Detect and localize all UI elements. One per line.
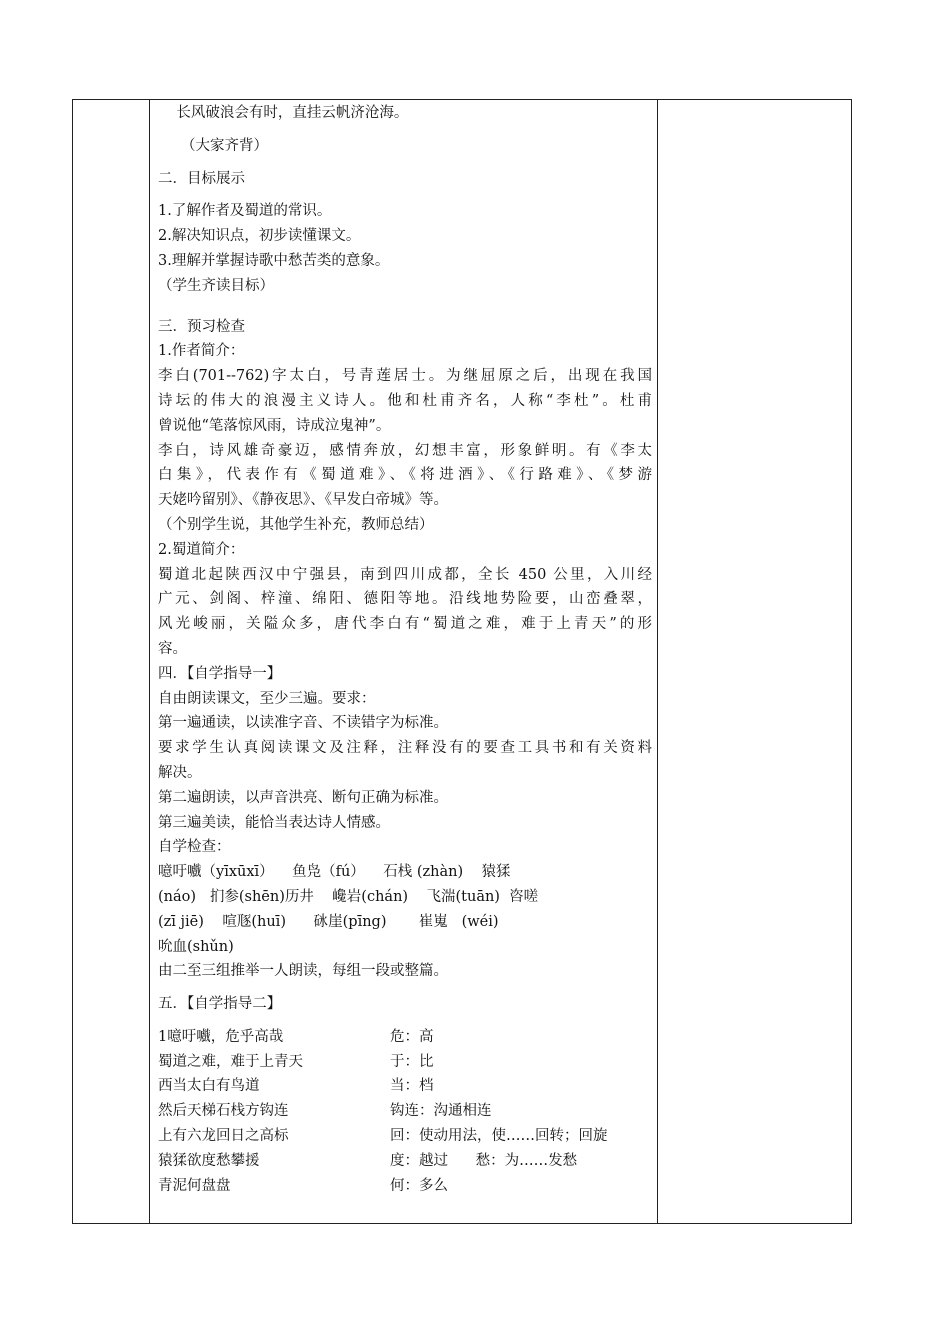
vocab-note: 当：档	[390, 1078, 434, 1095]
vocab-line: 西当太白有鸟道	[158, 1078, 260, 1095]
author-intro-line: 李白(701--762)字太白，号青莲居士。为继屈原之后，出现在我国	[158, 368, 652, 385]
vocab-line: 蜀道之难，难于上青天	[158, 1053, 303, 1070]
poem-line: 长风破浪会有时，直挂云帆济沧海。	[158, 105, 409, 121]
author-intro-line: 天姥吟留别》、《静夜思》、《早发白帝城》等。	[158, 492, 448, 509]
guide-line: 第三遍美读，能恰当表达诗人情感。	[158, 814, 390, 831]
author-intro-line: 诗坛的伟大的浪漫主义诗人。他和杜甫齐名，人称“李杜”。杜甫	[158, 392, 652, 409]
vocab-note: 危：高	[390, 1028, 434, 1045]
vocab-note: 回：使动用法，使……回转；回旋	[390, 1128, 608, 1145]
vocab-row	[158, 1074, 652, 1099]
pinyin-line: 噫吁嚱（yīxūxī） 鱼凫（fú） 石栈 (zhàn) 猿猱	[158, 864, 511, 881]
shudao-intro-title: 2.蜀道简介：	[158, 541, 245, 558]
guide-closing: 由二至三组推举一人朗读，每组一段或整篇。	[158, 963, 448, 980]
goal-item: 3.理解并掌握诗歌中愁苦类的意象。	[158, 252, 390, 269]
author-intro-line: 曾说他“笔落惊风雨，诗成泣鬼神”。	[158, 417, 391, 434]
goal-note: （学生齐读目标）	[158, 277, 274, 294]
vocab-note: 度：越过 愁：为……发愁	[390, 1152, 578, 1169]
goal-item: 2.解决知识点，初步读懂课文。	[158, 228, 361, 245]
shudao-intro-line: 风光峻丽，关隘众多，唐代李白有“蜀道之难，难于上青天”的形	[158, 616, 652, 633]
guide-line: 自由朗读课文，至少三遍。要求：	[158, 690, 376, 707]
vocab-row	[158, 1025, 652, 1050]
vocab-row	[158, 1174, 652, 1199]
author-intro-title: 1.作者简介：	[158, 343, 245, 360]
vocab-line: 然后天梯石栈方钩连	[158, 1103, 289, 1120]
vocab-line: 青泥何盘盘	[158, 1177, 231, 1194]
shudao-intro-line: 蜀道北起陕西汉中宁强县，南到四川成都，全长 450 公里，入川经	[158, 566, 652, 583]
vocab-row	[158, 1124, 652, 1149]
author-intro-note: （个别学生说，其他学生补充，教师总结）	[158, 516, 434, 533]
section-heading-guide-one: 四．【自学指导一】	[158, 665, 282, 682]
vocab-row	[158, 1099, 652, 1124]
pinyin-line: 吮血(shǔn)	[158, 938, 234, 955]
lesson-content	[158, 99, 652, 1198]
shudao-intro-line: 容。	[158, 640, 187, 657]
author-intro-line: 白集》，代表作有《蜀道难》、《将进酒》、《行路难》、《梦游	[158, 467, 652, 484]
pinyin-line: (zī jiē) 喧豗(huī) 砯崖(pīng) 崔嵬 (wéi)	[158, 913, 499, 930]
vocab-note: 钩连：沟通相连	[390, 1103, 492, 1120]
vocab-note: 何：多么	[390, 1177, 448, 1194]
section-heading-guide-two: 五．【自学指导二】	[158, 996, 282, 1013]
goal-item: 1.了解作者及蜀道的常识。	[158, 203, 332, 220]
pinyin-line: (náo) 扪参(shēn)历井 巉岩(chán) 飞湍(tuān) 咨嗟	[158, 888, 539, 905]
vocab-line: 上有六龙回日之高标	[158, 1128, 289, 1145]
vocab-line: 猿猱欲度愁攀援	[158, 1152, 260, 1169]
column-divider-left	[149, 100, 150, 1223]
vocab-note: 于：比	[390, 1053, 434, 1070]
vocab-row	[158, 1050, 652, 1075]
guide-line: 解决。	[158, 764, 202, 781]
recite-note: （大家齐背）	[158, 137, 269, 154]
vocab-row	[158, 1149, 652, 1174]
guide-line: 自学检查：	[158, 839, 231, 856]
author-intro-line: 李白，诗风雄奇豪迈，感情奔放，幻想丰富，形象鲜明。有《李太	[158, 442, 652, 459]
guide-line: 第二遍朗读，以声音洪亮、断句正确为标准。	[158, 789, 448, 806]
vocab-line: 1噫吁嚱，危乎高哉	[158, 1028, 284, 1045]
section-heading-preview: 三．预习检查	[158, 318, 245, 335]
section-heading-goals: 二．目标展示	[158, 170, 245, 187]
guide-line: 第一遍通读，以读准字音、不读错字为标准。	[158, 715, 448, 732]
guide-line: 要求学生认真阅读课文及注释，注释没有的要查工具书和有关资料	[158, 740, 652, 757]
shudao-intro-line: 广元、剑阁、梓潼、绵阳、德阳等地。沿线地势险要，山峦叠翠，	[158, 591, 652, 608]
column-divider-right	[657, 100, 658, 1223]
